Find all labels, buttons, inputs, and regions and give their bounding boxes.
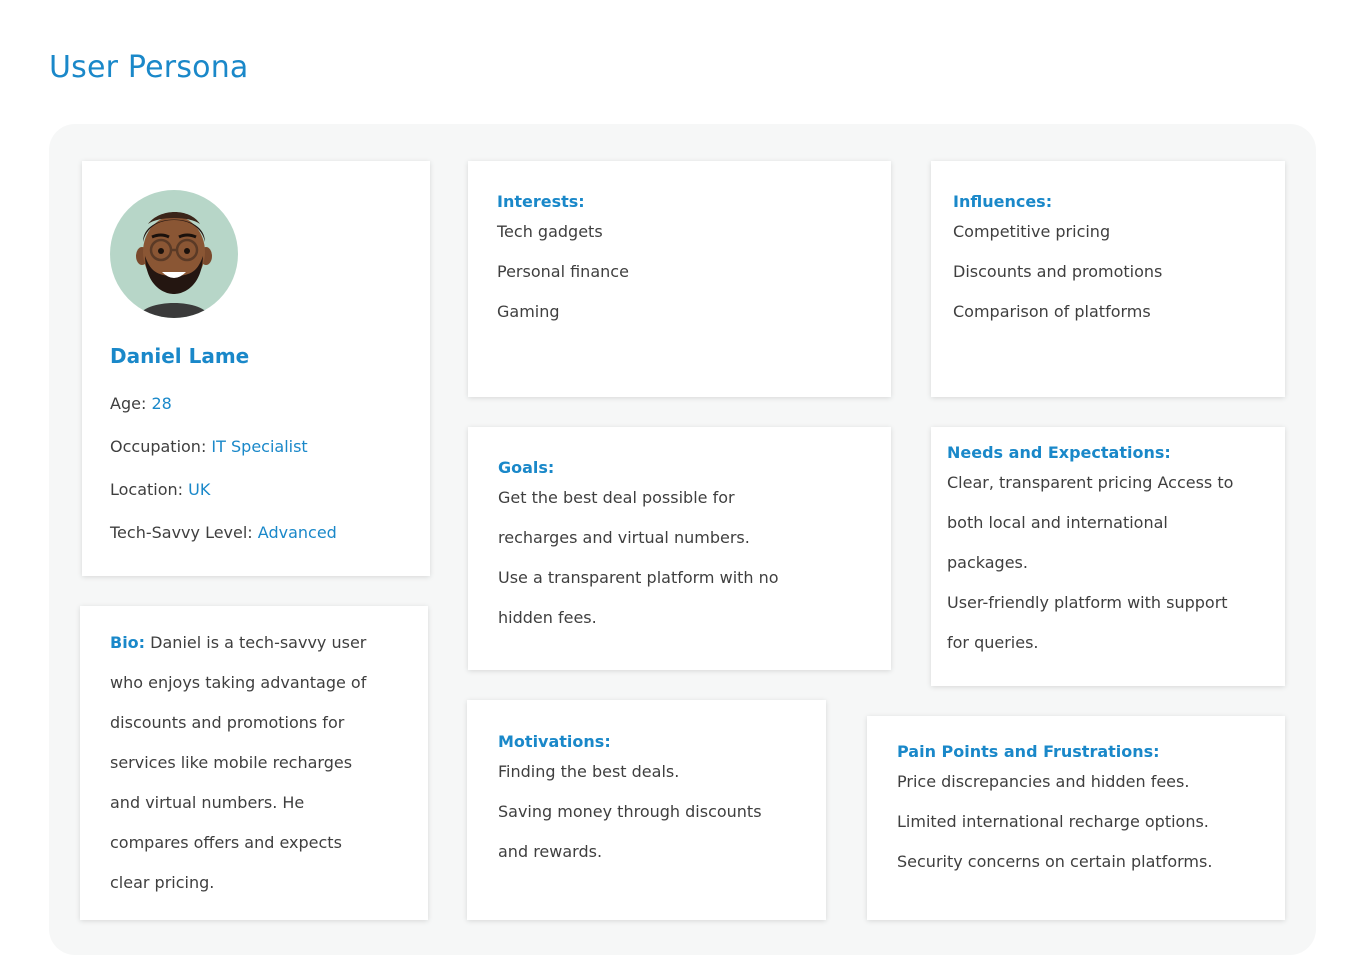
list-item: Get the best deal possible for [498, 488, 735, 507]
needs-card [931, 427, 1285, 686]
pain-points-heading: Pain Points and Frustrations: [897, 742, 1160, 761]
list-item: Competitive pricing [953, 222, 1111, 241]
field-occupation [110, 436, 337, 479]
list-item: Use a transparent platform with no [498, 568, 779, 587]
field-label: Location: [110, 480, 184, 499]
list-item: recharges and virtual numbers. [498, 528, 750, 547]
field-value: 28 [151, 394, 172, 413]
field-label: Occupation: [110, 437, 207, 456]
list-item: packages. [947, 553, 1028, 572]
list-item: Discounts and promotions [953, 262, 1163, 281]
field-value: UK [188, 480, 211, 499]
bio-line: Daniel is a tech-savvy user [150, 633, 367, 652]
memoji-avatar-icon [110, 190, 238, 318]
influences-list [953, 212, 1285, 332]
field-tech-savvy-level [110, 522, 337, 565]
interests-heading: Interests: [497, 192, 585, 211]
pain-points-card [867, 716, 1285, 920]
list-item: Clear, transparent pricing Access to [947, 473, 1234, 492]
list-item: for queries. [947, 633, 1039, 652]
influences-card [931, 161, 1285, 397]
page-title: User Persona [49, 50, 249, 85]
field-age [110, 393, 337, 436]
list-item: Tech gadgets [497, 222, 603, 241]
list-item: Saving money through discounts [498, 802, 762, 821]
bio-line: services like mobile recharges [110, 753, 353, 772]
goals-heading: Goals: [498, 458, 555, 477]
list-item: hidden fees. [498, 608, 597, 627]
field-label: Tech-Savvy Level: [110, 523, 253, 542]
motivations-heading: Motivations: [498, 732, 611, 751]
persona-board [49, 124, 1316, 955]
interests-card [468, 161, 891, 397]
list-item: Personal finance [497, 262, 629, 281]
motivations-card [467, 700, 826, 920]
persona-name: Daniel Lame [110, 344, 250, 368]
bio-line: clear pricing. [110, 873, 215, 892]
list-item: and rewards. [498, 842, 603, 861]
bio-line: compares offers and expects [110, 833, 342, 852]
field-value: Advanced [257, 523, 337, 542]
bio-line: who enjoys taking advantage of [110, 673, 367, 692]
list-item: User-friendly platform with support [947, 593, 1228, 612]
profile-fields [110, 393, 337, 565]
list-item: Price discrepancies and hidden fees. [897, 772, 1190, 791]
goals-list [498, 478, 891, 638]
bio-text [110, 623, 428, 903]
list-item: Comparison of platforms [953, 302, 1151, 321]
bio-card [80, 606, 428, 920]
field-location [110, 479, 337, 522]
motivations-list [498, 752, 826, 872]
influences-heading: Influences: [953, 192, 1053, 211]
list-item: Finding the best deals. [498, 762, 680, 781]
field-value: IT Specialist [211, 437, 308, 456]
needs-heading: Needs and Expectations: [947, 443, 1171, 462]
bio-line: and virtual numbers. He [110, 793, 305, 812]
needs-list [947, 463, 1285, 663]
list-item: Gaming [497, 302, 560, 321]
field-label: Age: [110, 394, 147, 413]
list-item: Limited international recharge options. [897, 812, 1209, 831]
list-item: both local and international [947, 513, 1168, 532]
bio-label: Bio: [110, 633, 146, 652]
interests-list [497, 212, 891, 332]
goals-card [468, 427, 891, 670]
list-item: Security concerns on certain platforms. [897, 852, 1213, 871]
profile-card [82, 161, 430, 576]
pain-points-list [897, 762, 1285, 882]
bio-line: discounts and promotions for [110, 713, 345, 732]
